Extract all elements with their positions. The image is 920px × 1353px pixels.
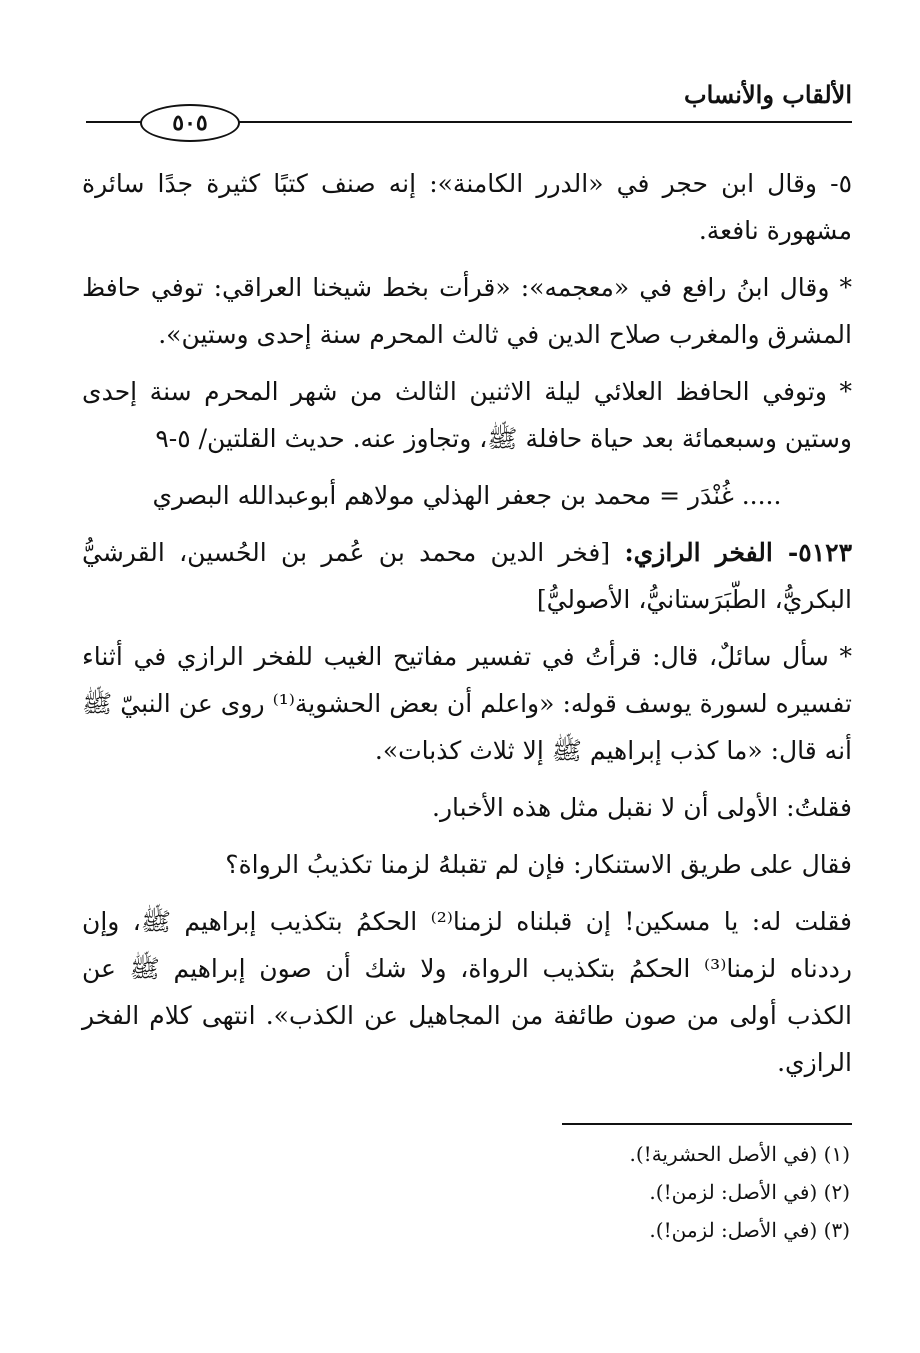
paragraph-1: ٥- وقال ابن حجر في «الدرر الكامنة»: إنه صنف كتبًا كثيرة جدًا سائرة مشهورة نافعة.	[82, 169, 852, 245]
running-title: الألقاب والأنساب	[683, 80, 852, 109]
footnote-1: (١) (في الأصل الحشرية!).	[629, 1142, 850, 1166]
footnote-2: (٢) (في الأصل: لزمن!).	[649, 1180, 850, 1204]
paragraph-6: * سأل سائلٌ، قال: قرأتُ في تفسير مفاتيح الغيب للفخر الرازي في أثناء تفسيره لسورة يوسف قوله: «واعلم أن بعض الحشوية⁽¹⁾ روى عن النبيّ ﷺ أنه قال: «ما كذب إبراهيم ﷺ إلا ثلاث كذبات».	[82, 642, 853, 765]
footnote-rule	[562, 1123, 852, 1125]
paragraph-8: فقال على طريق الاستنكار: فإن لم تقبلهُ لزمنا تكذيبُ الرواة؟	[225, 850, 852, 879]
paragraph-5	[82, 529, 852, 623]
paragraph-7: فقلتُ: الأولى أن لا نقبل مثل هذه الأخبار.	[432, 793, 852, 822]
entry-heading: ٥١٢٣- الفخر الرازي:	[624, 538, 852, 567]
paragraph-3: * وتوفي الحافظ العلائي ليلة الاثنين الثالث من شهر المحرم سنة إحدى وستين وسبعمائة بعد حياة حافلة ﷺ، وتجاوز عنه. حديث القلتين/ ٥-٩	[82, 377, 852, 453]
page-number: ٥٠٥	[140, 104, 240, 142]
footnote-3: (٣) (في الأصل: لزمن!).	[649, 1218, 850, 1242]
paragraph-4: ..... غُنْدَر = محمد بن جعفر الهذلي مولاهم أبوعبدالله البصري	[152, 481, 782, 510]
paragraph-9: فقلت له: يا مسكين! إن قبلناه لزمنا⁽²⁾ الحكمُ بتكذيب إبراهيم ﷺ، وإن رددناه لزمنا⁽³⁾ الحكمُ بتكذيب الرواة، ولا شك أن صون إبراهيم ﷺ عن الكذب أولى من صون طائفة من المجاهيل عن الكذب». انتهى كلام الفخر الرازي.	[82, 907, 853, 1077]
entry-description: [فخر الدين محمد بن عُمر بن الحُسين، القرشيُّ البكريُّ، الطّبَرَستانيُّ، الأصوليُّ]	[82, 538, 852, 614]
body-text	[82, 160, 852, 1096]
paragraph-2: * وقال ابنُ رافع في «معجمه»: «قرأت بخط شيخنا العراقي: توفي حافظ المشرق والمغرب صلاح الدين في ثالث المحرم سنة إحدى وستين».	[82, 273, 852, 349]
footnotes	[350, 1135, 850, 1249]
